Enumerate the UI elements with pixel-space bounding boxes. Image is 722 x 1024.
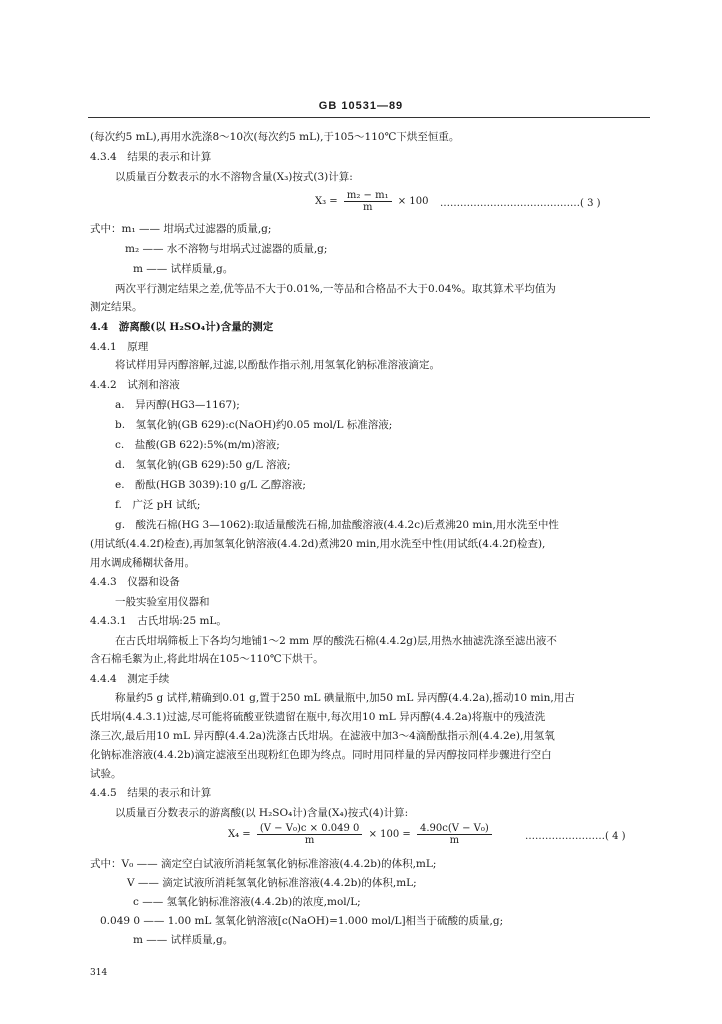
eq4-tag: ……………………( 4 ) xyxy=(525,831,626,842)
eq4-mid: × 100 = xyxy=(368,829,411,840)
text-line: 化钠标准溶液(4.4.2b)滴定滤液至出现粉红色即为终点。同时用同样量的异丙醇按同样步骤进行空白 xyxy=(90,749,552,761)
section-heading: 4.4 游离酸(以 H₂SO₄计)含量的测定 xyxy=(90,321,274,333)
eq3-numerator: m₂ − m₁ xyxy=(344,190,392,202)
eq4-fraction-2 xyxy=(417,823,492,846)
equation-3 xyxy=(315,190,428,213)
eq3-rhs: × 100 xyxy=(397,196,429,207)
eq3-lhs: X₃ = xyxy=(315,196,338,207)
symbol-definition: 式中：m₁ —— 坩埚式过滤器的质量,g; xyxy=(90,223,272,235)
text-line: (用试纸(4.4.2f)检查),再加氢氧化钠溶液(4.4.2d)煮沸20 min,用水洗至中性(用试纸(4.4.2f)检查), xyxy=(90,538,546,550)
list-item: b. 氢氧化钠(GB 629):c(NaOH)约0.05 mol/L 标准溶液; xyxy=(115,419,393,431)
text-line: 氏坩埚(4.4.3.1)过滤,尽可能将硫酸亚铁遗留在瓶中,每次用10 mL 异丙醇(4.4.2a)将瓶中的残渣洗 xyxy=(90,711,546,723)
equation-4 xyxy=(228,823,495,846)
symbol-definition: m —— 试样质量,g。 xyxy=(133,934,234,946)
page-number: 314 xyxy=(90,968,108,978)
text-line: 将试样用异丙醇溶解,过滤,以酚酞作指示剂,用氢氧化钠标准溶液滴定。 xyxy=(115,359,441,371)
symbol-definition: 0.049 0 —— 1.00 mL 氢氧化钠溶液[c(NaOH)=1.000 mol/L]相当于硫酸的质量,g; xyxy=(100,915,504,927)
symbol-definition: V —— 滴定试液所消耗氢氧化钠标准溶液(4.4.2b)的体积,mL; xyxy=(127,877,417,889)
eq4-fraction-1 xyxy=(257,823,363,846)
section-heading: 4.4.5 结果的表示和计算 xyxy=(90,787,212,799)
list-item: f. 广泛 pH 试纸; xyxy=(115,499,201,511)
section-heading: 4.4.3.1 古氏坩埚:25 mL。 xyxy=(90,615,227,627)
header-rule xyxy=(88,117,650,118)
list-item: c. 盐酸(GB 622):5%(m/m)溶液; xyxy=(115,439,280,451)
eq4-lhs: X₄ = xyxy=(228,829,251,840)
text-line: 以质量百分数表示的游离酸(以 H₂SO₄计)含量(X₄)按式(4)计算: xyxy=(115,807,409,819)
section-heading: 4.4.2 试剂和溶液 xyxy=(90,379,180,391)
eq4-numerator-1: (V − V₀)c × 0.049 0 xyxy=(257,823,363,835)
list-item: d. 氢氧化钠(GB 629):50 g/L 溶液; xyxy=(115,459,291,471)
eq3-tag: ……………………………………( 3 ) xyxy=(440,198,601,209)
eq4-denominator-2: m xyxy=(449,835,460,846)
text-line: 含石棉毛絮为止,将此坩埚在105～110℃下烘干。 xyxy=(90,653,324,665)
text-line: 两次平行测定结果之差,优等品不大于0.01%,一等品和合格品不大于0.04%。取其算术平均值为 xyxy=(115,283,556,295)
section-heading: 4.4.4 测定手续 xyxy=(90,673,170,685)
eq3-fraction xyxy=(344,190,392,213)
text-line: 测定结果。 xyxy=(90,301,143,313)
text-line: 试验。 xyxy=(90,768,122,780)
text-line: 称量约5 g 试样,精确到0.01 g,置于250 mL 碘量瓶中,加50 mL 异丙醇(4.4.2a),摇动10 min,用古 xyxy=(115,692,575,704)
text-line: 涤三次,最后用10 mL 异丙醇(4.4.2a)洗涤古氏坩埚。在滤液中加3～4滴酚酞指示剂(4.4.2e),用氢氧 xyxy=(90,730,555,742)
symbol-definition: m —— 试样质量,g。 xyxy=(133,263,234,275)
eq3-denominator: m xyxy=(362,202,373,213)
text-line: 在古氏坩埚筛板上下各均匀地铺1～2 mm 厚的酸洗石棉(4.4.2g)层,用热水抽滤洗涤至滤出液不 xyxy=(115,635,557,647)
symbol-definition: c —— 氢氧化钠标准溶液(4.4.2b)的浓度,mol/L; xyxy=(133,896,361,908)
text-line: 用水调成稀糊状备用。 xyxy=(90,557,195,569)
section-heading: 4.3.4 结果的表示和计算 xyxy=(90,151,212,163)
section-heading: 4.4.3 仪器和设备 xyxy=(90,576,180,588)
symbol-definition: 式中：V₀ —— 滴定空白试液所消耗氢氧化钠标准溶液(4.4.2b)的体积,mL; xyxy=(90,858,437,870)
text-line: 以质量百分数表示的水不溶物含量(X₃)按式(3)计算: xyxy=(115,171,353,183)
eq4-numerator-2: 4.90c(V − V₀) xyxy=(417,823,492,835)
eq4-denominator-1: m xyxy=(304,835,315,846)
list-item: a. 异丙醇(HG3—1167); xyxy=(115,399,240,411)
symbol-definition: m₂ —— 水不溶物与坩埚式过滤器的质量,g; xyxy=(125,243,328,255)
section-heading: 4.4.1 原理 xyxy=(90,341,149,353)
list-item: g. 酸洗石棉(HG 3—1062):取适量酸洗石棉,加盐酸溶液(4.4.2c)后煮沸20 min,用水洗至中性 xyxy=(115,519,559,531)
text-line: 一般实验室用仪器和 xyxy=(115,596,210,608)
text-line: (每次约5 mL),再用水洗涤8～10次(每次约5 mL),于105～110℃下烘至恒重。 xyxy=(90,131,460,143)
list-item: e. 酚酞(HGB 3039):10 g/L 乙醇溶液; xyxy=(115,479,306,491)
page-header: GB 10531—89 xyxy=(318,100,404,112)
